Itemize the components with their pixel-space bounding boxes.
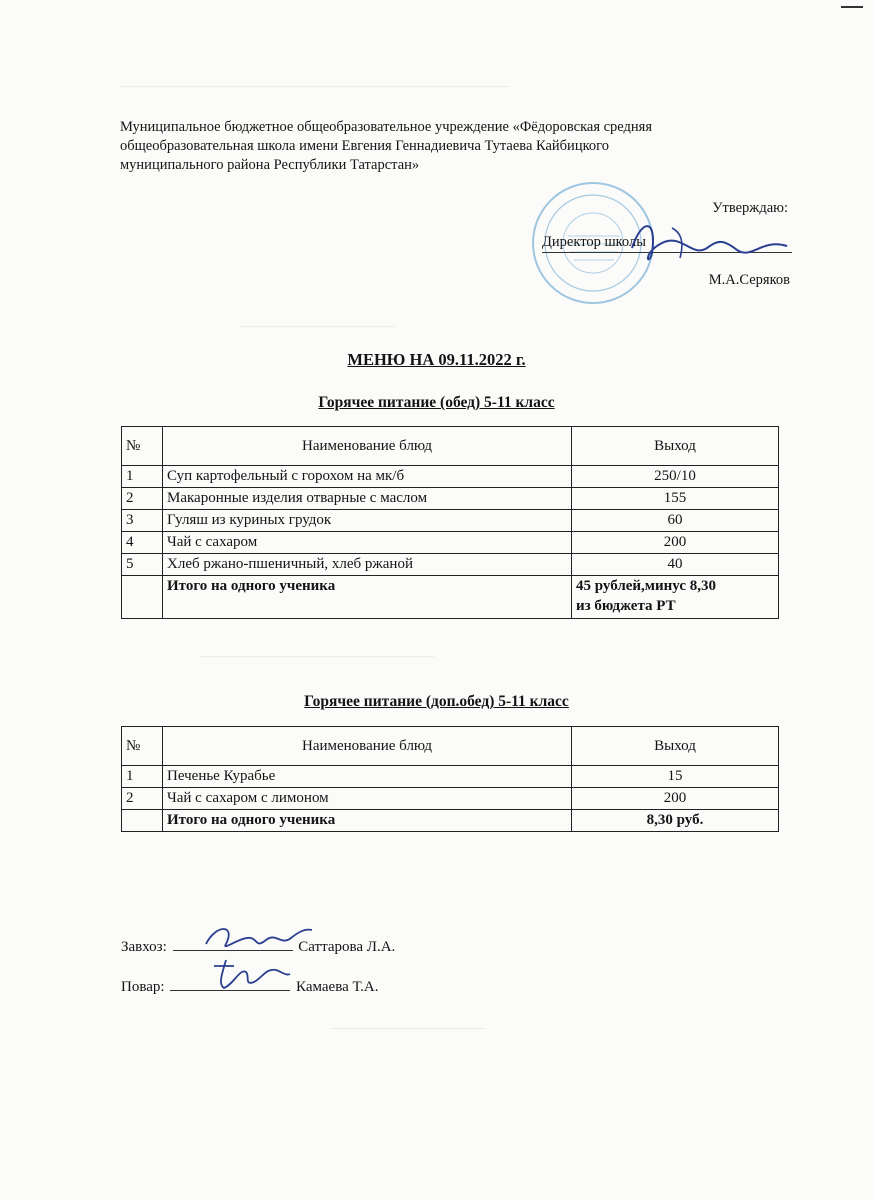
row-dish: Хлеб ржано-пшеничный, хлеб ржаной — [163, 554, 572, 576]
row-output: 15 — [572, 766, 779, 788]
org-line: общеобразовательная школа имени Евгения Геннадиевича Тутаева Кайбицкого — [120, 138, 609, 154]
extra-table — [121, 726, 779, 832]
organization-header — [120, 118, 780, 175]
storekeeper-signature-icon — [196, 916, 316, 956]
bleed-through-line: —————————————————————————————— — [120, 78, 510, 93]
table-header-row — [122, 727, 779, 766]
scan-corner-mark — [841, 6, 863, 8]
lunch-table — [121, 426, 779, 619]
table-header-row — [122, 427, 779, 466]
total-value-line: 45 рублей,минус 8,30 — [576, 578, 716, 594]
row-output: 60 — [572, 510, 779, 532]
row-number: 2 — [122, 788, 163, 810]
table-total-row — [122, 576, 779, 619]
column-header-output: Выход — [572, 427, 779, 466]
column-header-name: Наименование блюд — [163, 427, 572, 466]
row-output: 40 — [572, 554, 779, 576]
storekeeper-label: Завхоз: — [121, 939, 167, 955]
approval-role: Директор школы — [542, 234, 646, 250]
row-number: 1 — [122, 766, 163, 788]
table-row — [122, 788, 779, 810]
table-row — [122, 554, 779, 576]
column-header-number: № — [122, 427, 163, 466]
bleed-through-line: ———————————— — [240, 318, 396, 333]
row-number — [122, 810, 163, 832]
org-line: Муниципальное бюджетное общеобразовательное учреждение «Фёдоровская средняя — [120, 119, 653, 135]
row-output: 200 — [572, 788, 779, 810]
table-row — [122, 466, 779, 488]
approval-name: М.А.Серяков — [708, 272, 790, 288]
row-output: 250/10 — [572, 466, 779, 488]
row-dish: Чай с сахаром с лимоном — [163, 788, 572, 810]
cook-name: Камаева Т.А. — [296, 979, 379, 995]
row-number: 5 — [122, 554, 163, 576]
approval-title: Утверждаю: — [712, 200, 788, 216]
row-dish: Макаронные изделия отварные с маслом — [163, 488, 572, 510]
lunch-section-title: Горячее питание (обед) 5-11 класс — [318, 394, 555, 411]
row-dish: Гуляш из куриных грудок — [163, 510, 572, 532]
storekeeper-name: Саттарова Л.А. — [298, 939, 396, 955]
table-row — [122, 488, 779, 510]
row-number: 1 — [122, 466, 163, 488]
column-header-output: Выход — [572, 727, 779, 766]
table-row — [122, 766, 779, 788]
total-label: Итого на одного ученика — [163, 810, 572, 832]
row-number: 4 — [122, 532, 163, 554]
row-number: 3 — [122, 510, 163, 532]
cook-label: Повар: — [121, 979, 165, 995]
bleed-through-line: —————————————————— — [200, 648, 434, 663]
row-dish: Чай с сахаром — [163, 532, 572, 554]
bleed-through-line: ———————————— — [330, 1020, 486, 1035]
total-label: Итого на одного ученика — [163, 576, 572, 619]
menu-title: МЕНЮ НА 09.11.2022 г. — [347, 350, 526, 369]
table-row — [122, 532, 779, 554]
column-header-name: Наименование блюд — [163, 727, 572, 766]
row-number — [122, 576, 163, 619]
total-value-line: из бюджета РТ — [576, 598, 676, 614]
org-line: муниципального района Республики Татарстан» — [120, 157, 420, 173]
row-dish: Суп картофельный с горохом на мк/б — [163, 466, 572, 488]
row-number: 2 — [122, 488, 163, 510]
total-value — [572, 576, 779, 619]
table-row — [122, 510, 779, 532]
column-header-number: № — [122, 727, 163, 766]
row-dish: Печенье Курабье — [163, 766, 572, 788]
table-total-row — [122, 810, 779, 832]
director-signature-icon — [612, 208, 792, 278]
cook-signature-icon — [204, 954, 294, 994]
row-output: 200 — [572, 532, 779, 554]
total-value: 8,30 руб. — [572, 810, 779, 832]
extra-section-title: Горячее питание (доп.обед) 5-11 класс — [304, 693, 569, 710]
row-output: 155 — [572, 488, 779, 510]
